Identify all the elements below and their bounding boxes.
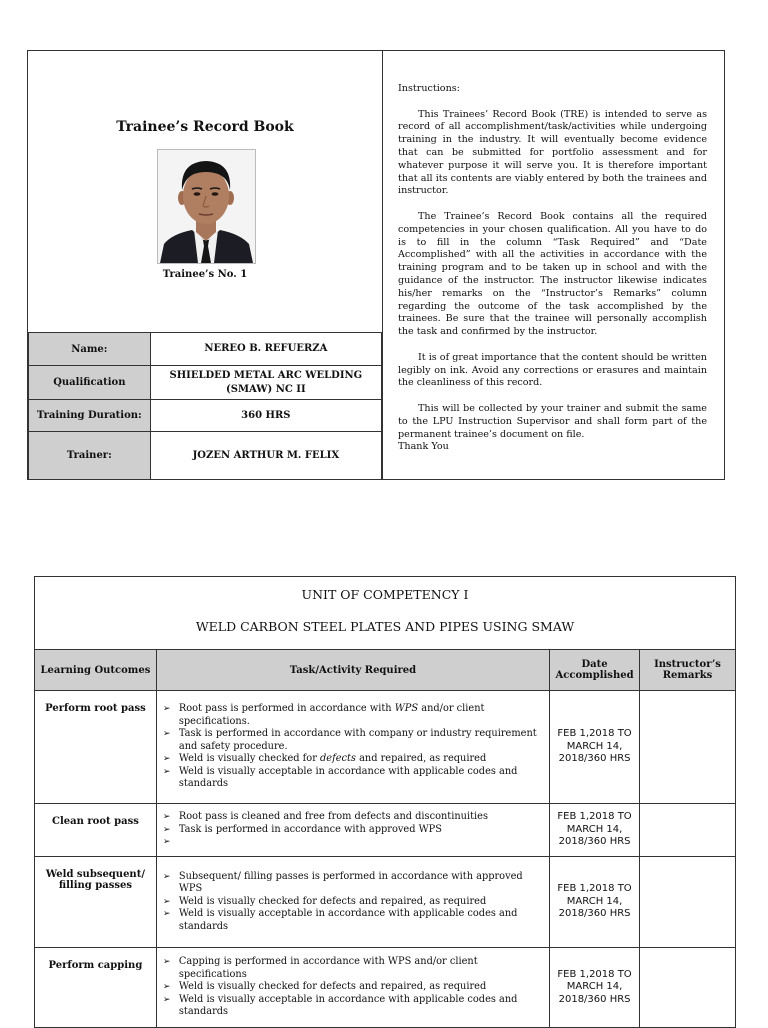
task-list-cell <box>156 857 549 948</box>
task-item <box>163 956 543 981</box>
trainer-label: Trainer: <box>29 432 151 480</box>
task-list <box>163 811 543 849</box>
qualification-row <box>29 366 382 400</box>
trainer-value: JOZEN ARTHUR M. FELIX <box>150 432 381 480</box>
instructor-remarks <box>640 804 736 857</box>
unit-subtitle: WELD CARBON STEEL PLATES AND PIPES USING SMAW <box>195 619 575 634</box>
task-item <box>163 753 543 766</box>
training-duration-row <box>29 400 382 432</box>
learning-outcome: Clean root pass <box>35 804 157 857</box>
header-task-activity: Task/Activity Required <box>156 650 549 691</box>
date-accomplished: FEB 1,2018 TO MARCH 14, 2018/360 HRS <box>550 691 640 804</box>
instructor-remarks <box>640 948 736 1028</box>
learning-outcome: Perform root pass <box>35 691 157 804</box>
task-text: Subsequent/ filling passes is performed in accordance with approved WPS <box>178 870 523 895</box>
instructions-paragraph-1: This Trainees’ Record Book (TRE) is intended to serve as record of all accomplishment/task/activities while undergoing training in the industry. It will eventually become evidence that can be submitted for portfolio assessment and for whatever purpose it will serve you. It is therefore important that all its contents are viably entered by both the trainees and instructor. <box>398 108 707 197</box>
task-emphasis: WPS <box>394 702 419 714</box>
learning-outcome: Perform capping <box>35 948 157 1028</box>
training-duration-label: Training Duration: <box>29 400 151 432</box>
task-item <box>163 836 543 849</box>
task-emphasis: defects <box>320 753 356 765</box>
task-item <box>163 766 543 791</box>
name-label: Name: <box>29 333 151 366</box>
task-item <box>163 728 543 753</box>
table-row <box>35 948 736 1028</box>
task-text: Root pass is performed in accordance with <box>178 702 395 714</box>
trainer-row <box>29 432 382 480</box>
trainee-profile-panel <box>28 51 383 479</box>
qualification-value: SHIELDED METAL ARC WELDING (SMAW) NC II <box>150 366 381 400</box>
task-text-continued: and/or client specifications. <box>178 702 485 727</box>
trainee-record-card <box>27 50 725 480</box>
instructions-thanks: Thank You <box>398 441 449 453</box>
trainee-number: Trainee’s No. 1 <box>162 269 248 280</box>
instructions-text <box>398 83 707 454</box>
task-text: Weld is visually acceptable in accordance with applicable codes and standards <box>178 993 518 1018</box>
qualification-label: Qualification <box>29 366 151 400</box>
instructions-paragraph-3: It is of great importance that the content should be written legibly on ink. Avoid any corrections or erasures and maintain the cleanliness of this record. <box>398 351 707 389</box>
task-item <box>163 811 543 824</box>
task-list-cell <box>156 691 549 804</box>
task-text: Weld is visually checked for <box>178 753 321 765</box>
task-item <box>163 824 543 837</box>
trainee-photo <box>157 149 256 264</box>
task-item <box>163 908 543 933</box>
task-item <box>163 896 543 909</box>
task-list <box>163 956 543 1019</box>
trainee-portrait-image <box>158 150 255 263</box>
header-learning-outcomes: Learning Outcomes <box>35 650 157 691</box>
training-duration-value: 360 HRS <box>150 400 381 432</box>
trainee-info-table <box>28 332 382 480</box>
date-accomplished: FEB 1,2018 TO MARCH 14, 2018/360 HRS <box>550 857 640 948</box>
instructions-panel <box>383 51 724 479</box>
task-list <box>163 703 543 791</box>
instructions-paragraph-4: This will be collected by your trainer and submit the same to the LPU Instruction Supervisor and shall form part of the permanent trainee’s document on file. <box>398 402 707 440</box>
unit-header-row <box>35 650 736 691</box>
task-item <box>163 981 543 994</box>
instructions-paragraph-2: The Trainee’s Record Book contains all the required competencies in your chosen qualification. All you have to do is to fill in the column “Task Required” and “Date Accomplished” with all the activities in accordance with the training program and to be taken up in school and with the guidance of the instructor. The instructor likewise indicates his/her remarks on the “Instructor’s Remarks” column regarding the outcome of the task accomplished by the trainees. Be sure that the trainee will personally accomplish the task and confirmed by the instructor. <box>398 210 707 338</box>
task-text: Weld is visually checked for defects and repaired, as required <box>178 981 487 993</box>
task-list-cell <box>156 948 549 1028</box>
task-text: Capping is performed in accordance with WPS and/or client specifications <box>178 956 478 980</box>
task-item <box>163 871 543 896</box>
unit-title: UNIT OF COMPETENCY I <box>301 587 469 602</box>
learning-outcome: Weld subsequent/ filling passes <box>35 857 157 948</box>
table-row <box>35 691 736 804</box>
name-row <box>29 333 382 366</box>
unit-body <box>35 691 736 1028</box>
unit-title-row <box>35 577 736 650</box>
task-list-cell <box>156 804 549 857</box>
task-text: Root pass is cleaned and free from defects and discontinuities <box>178 811 488 823</box>
instructor-remarks <box>640 857 736 948</box>
task-text: Weld is visually checked for defects and repaired, as required <box>178 895 487 907</box>
instructions-heading: Instructions: <box>398 83 460 94</box>
unit-of-competency-table <box>34 576 736 1028</box>
task-text: Weld is visually acceptable in accordance with applicable codes and standards <box>178 908 518 932</box>
date-accomplished: FEB 1,2018 TO MARCH 14, 2018/360 HRS <box>550 804 640 857</box>
record-book-title: Trainee’s Record Book <box>116 119 294 135</box>
unit-title-cell <box>35 577 736 650</box>
instructor-remarks <box>640 691 736 804</box>
header-instructors-remarks: Instructor’s Remarks <box>640 650 736 691</box>
task-item <box>163 994 543 1019</box>
task-text: Task is performed in accordance with company or industry requirement and safety procedure. <box>178 728 537 752</box>
task-item <box>163 703 543 728</box>
table-row <box>35 857 736 948</box>
name-value: NEREO B. REFUERZA <box>150 333 381 366</box>
table-row <box>35 804 736 857</box>
task-text-continued: and repaired, as required <box>355 753 487 765</box>
header-date-accomplished: Date Accomplished <box>550 650 640 691</box>
task-text: Weld is visually acceptable in accordance with applicable codes and standards <box>178 765 518 790</box>
task-list <box>163 871 543 934</box>
date-accomplished: FEB 1,2018 TO MARCH 14, 2018/360 HRS <box>550 948 640 1028</box>
task-text: Task is performed in accordance with approved WPS <box>178 823 442 835</box>
